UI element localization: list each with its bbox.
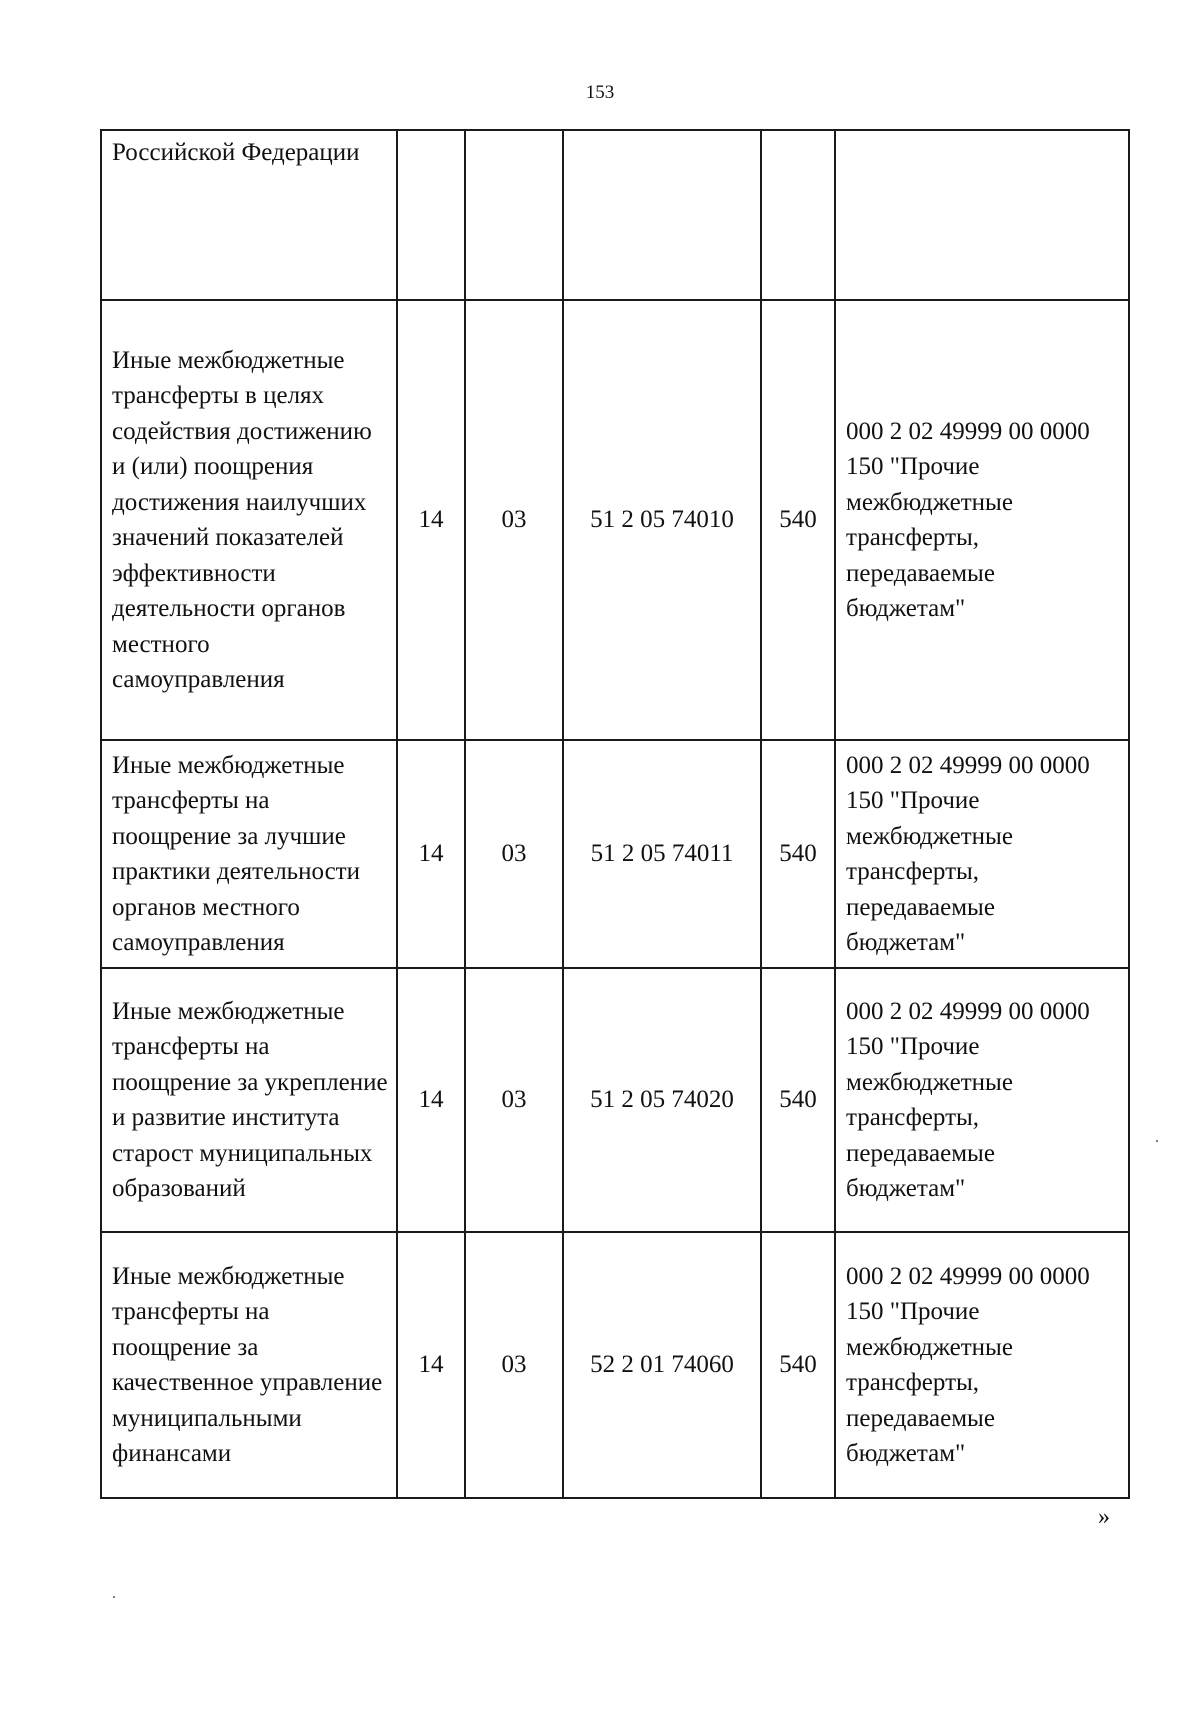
table-row	[101, 300, 1129, 740]
row-description: Иные межбюджетные трансферты на поощрение за качественное управление муниципальными финансами	[101, 1232, 397, 1498]
row-revenue-code: 000 2 02 49999 00 0000 150 "Прочие межбюджетные трансферты, передаваемые бюджетам"	[835, 300, 1129, 740]
row-expense-type: 540	[761, 968, 835, 1232]
row-section: 14	[397, 968, 465, 1232]
row-revenue-code	[835, 130, 1129, 300]
row-subsection: 03	[465, 300, 563, 740]
row-section: 14	[397, 1232, 465, 1498]
row-expense-type: 540	[761, 740, 835, 968]
row-expense-type	[761, 130, 835, 300]
row-target-article	[563, 130, 761, 300]
table-body	[101, 130, 1129, 1498]
row-revenue-code: 000 2 02 49999 00 0000 150 "Прочие межбюджетные трансферты, передаваемые бюджетам"	[835, 740, 1129, 968]
table-row	[101, 1232, 1129, 1498]
row-subsection	[465, 130, 563, 300]
budget-table	[100, 129, 1130, 1499]
page-number: 153	[585, 82, 615, 103]
table-row	[101, 740, 1129, 968]
row-subsection: 03	[465, 740, 563, 968]
row-section	[397, 130, 465, 300]
row-target-article: 51 2 05 74020	[563, 968, 761, 1232]
row-description: Иные межбюджетные трансферты в целях содействия достижению и (или) поощрения достижения наилучших значений показателей эффективности деятельности органов местного самоуправления	[101, 300, 397, 740]
scan-speck	[113, 1596, 115, 1598]
row-section: 14	[397, 300, 465, 740]
row-subsection: 03	[465, 1232, 563, 1498]
row-subsection: 03	[465, 968, 563, 1232]
table-row	[101, 968, 1129, 1232]
row-section: 14	[397, 740, 465, 968]
continuation-mark: »	[1098, 1504, 1110, 1530]
row-target-article: 52 2 01 74060	[563, 1232, 761, 1498]
row-expense-type: 540	[761, 1232, 835, 1498]
row-description: Российской Федерации	[101, 130, 397, 300]
row-revenue-code: 000 2 02 49999 00 0000 150 "Прочие межбюджетные трансферты, передаваемые бюджетам"	[835, 968, 1129, 1232]
row-expense-type: 540	[761, 300, 835, 740]
table-row	[101, 130, 1129, 300]
row-target-article: 51 2 05 74011	[563, 740, 761, 968]
row-revenue-code: 000 2 02 49999 00 0000 150 "Прочие межбюджетные трансферты, передаваемые бюджетам"	[835, 1232, 1129, 1498]
row-target-article: 51 2 05 74010	[563, 300, 761, 740]
scan-speck	[1156, 1140, 1158, 1142]
row-description: Иные межбюджетные трансферты на поощрение за укрепление и развитие института старост муниципальных образований	[101, 968, 397, 1232]
row-description: Иные межбюджетные трансферты на поощрение за лучшие практики деятельности органов местного самоуправления	[101, 740, 397, 968]
